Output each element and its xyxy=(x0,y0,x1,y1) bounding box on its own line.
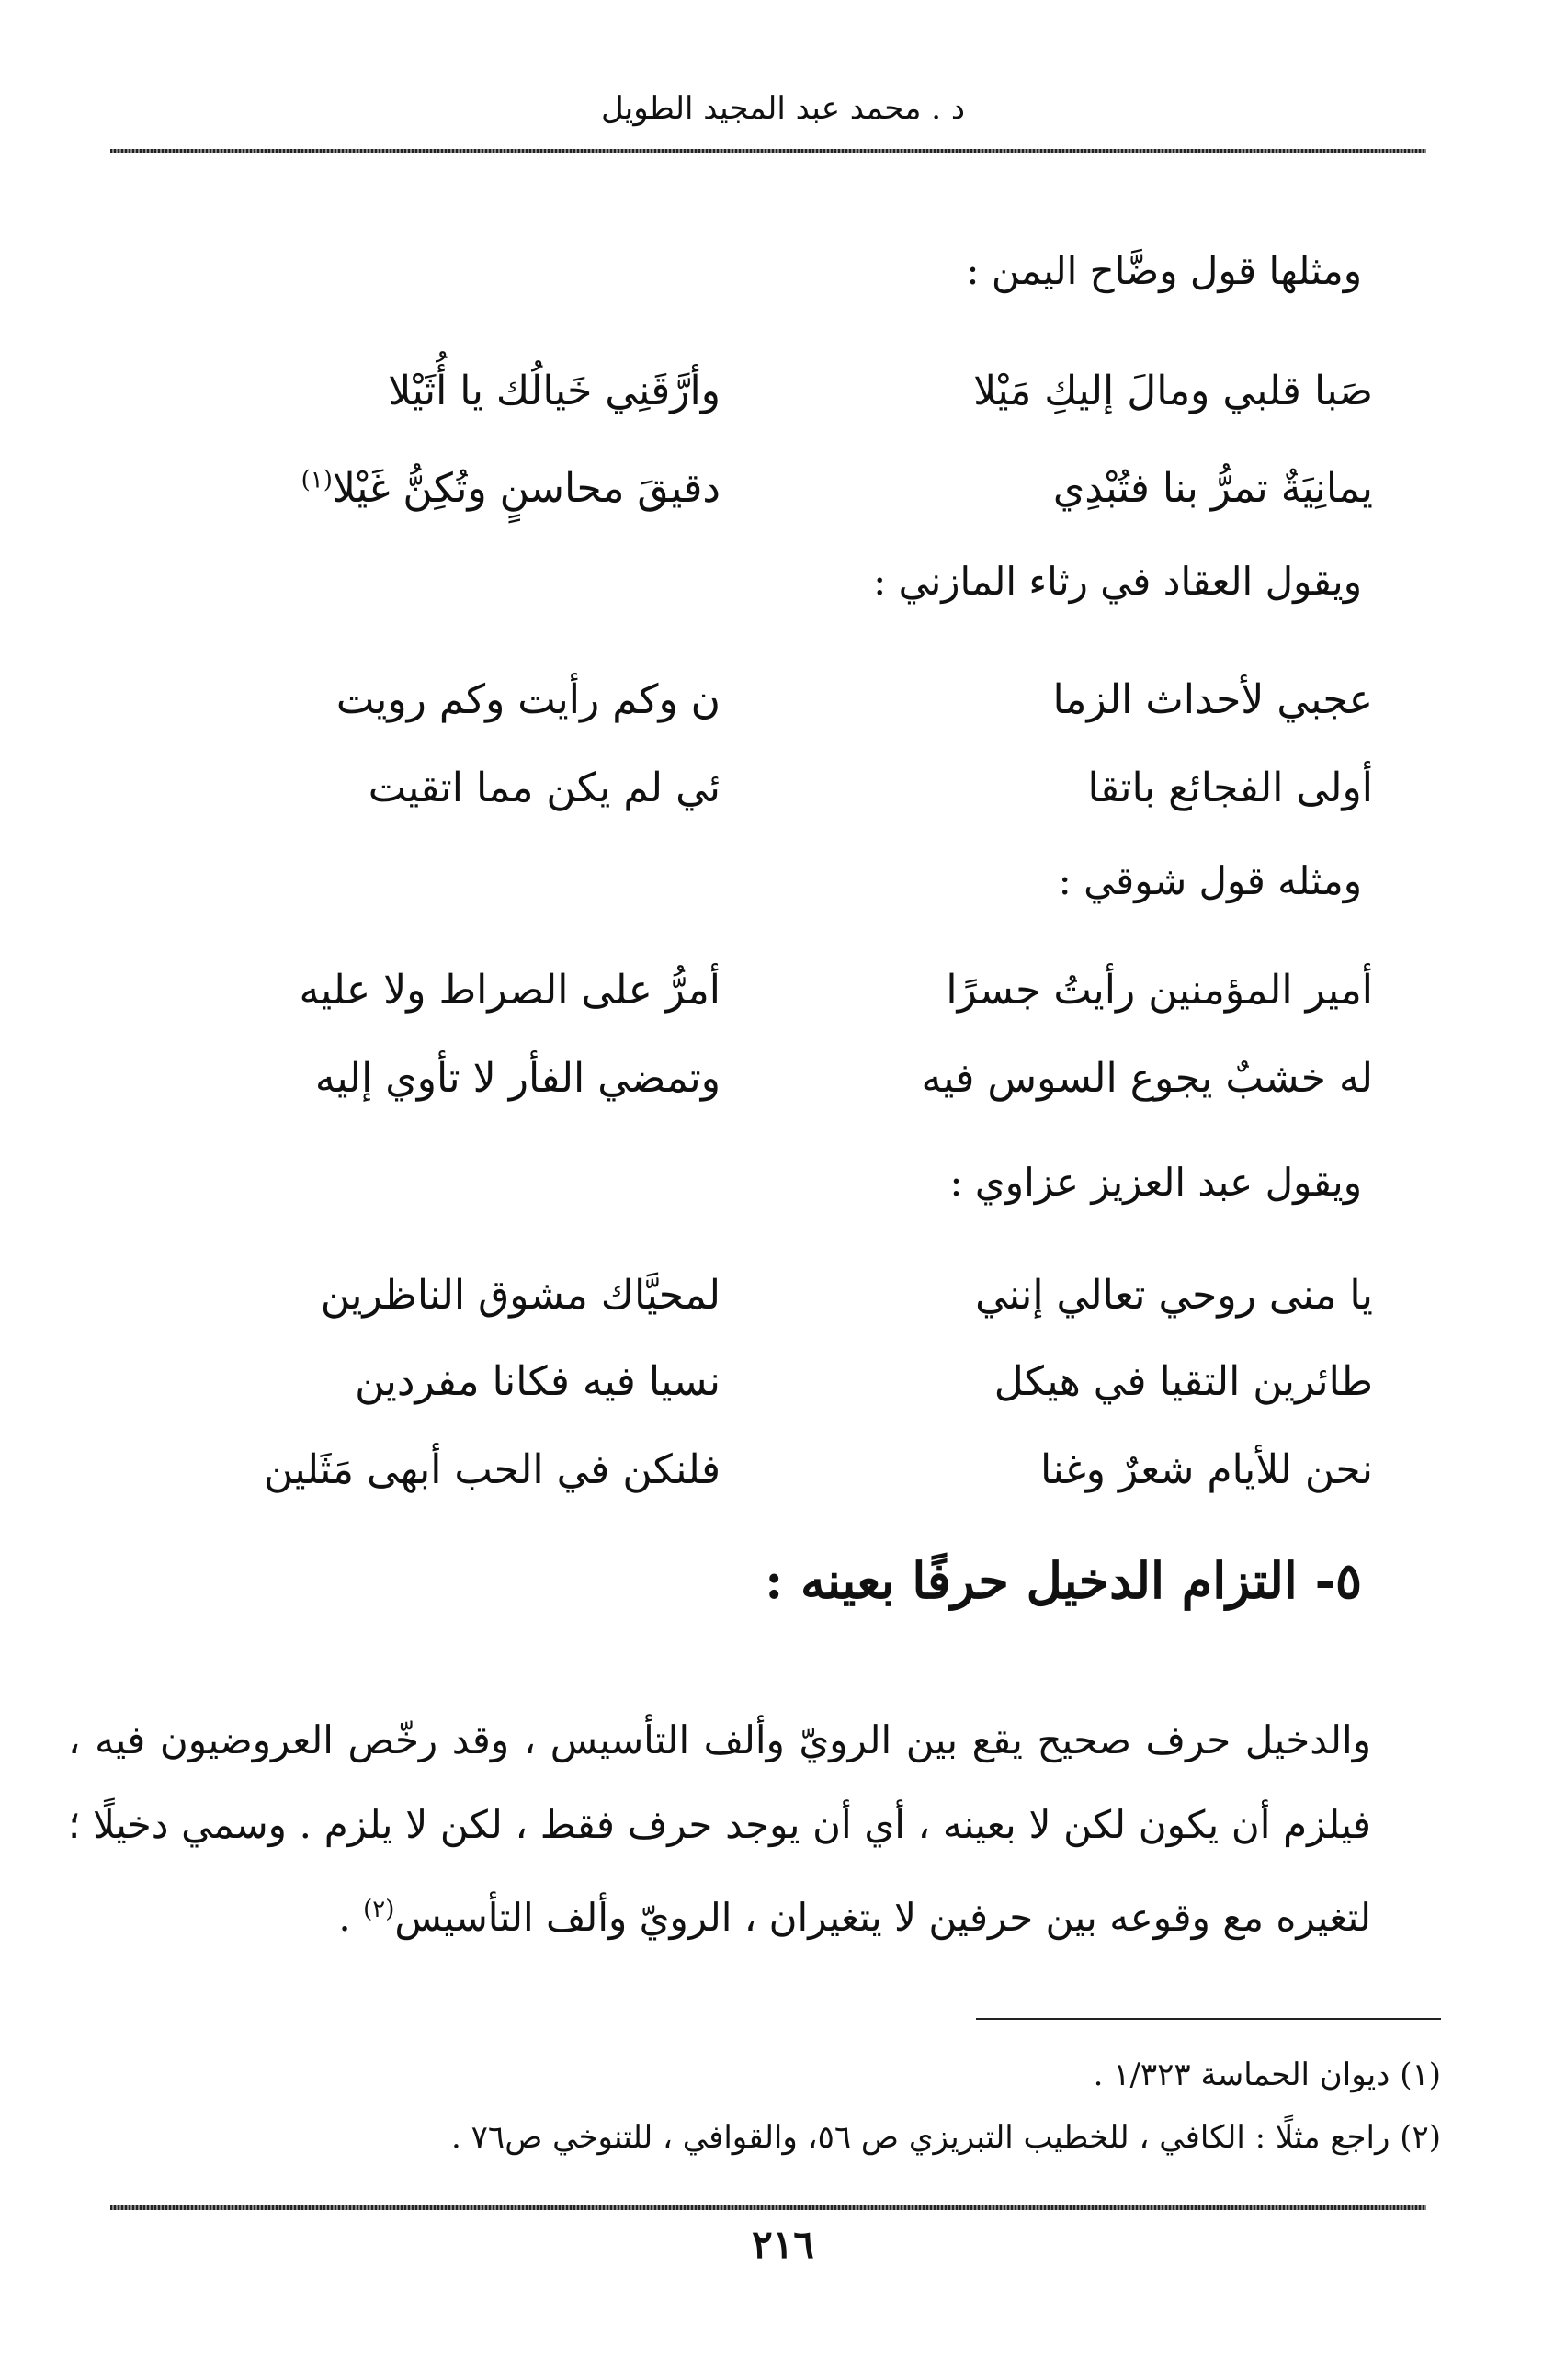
verse-ajuz: ئي لم يكن مما اتقيت xyxy=(368,765,721,811)
footnote-marker: (١) xyxy=(301,466,333,494)
verse-ajuz: فلنكن في الحب أبهى مَثَلين xyxy=(263,1446,721,1493)
verse-ajuz: وتمضي الفأر لا تأوي إليه xyxy=(314,1055,721,1102)
footnote-separator xyxy=(976,2018,1441,2020)
paragraph-end: . xyxy=(338,1895,364,1940)
verse-ajuz: أمرُّ على الصراط ولا عليه xyxy=(299,967,721,1014)
verse-sadr: أمير المؤمنين رأيتُ جسرًا xyxy=(946,967,1373,1014)
verse-ajuz: وأرَّقَنِي خَيالُك يا أُثَيْلا xyxy=(388,368,721,414)
verse-sadr: له خشبٌ يجوع السوس فيه xyxy=(921,1055,1373,1102)
footnote-marker: (٢) xyxy=(363,1896,395,1923)
intro-line: ويقول العقاد في رثاء المازني : xyxy=(873,559,1362,604)
verse-sadr: أولى الفجائع باتقا xyxy=(1087,765,1373,811)
footnote-2: (٢) راجع مثلًا : الكافي ، للخطيب التبريزي ص ٥٦، والقوافي ، للتنوخي ص٧٦ . xyxy=(451,2119,1441,2156)
verse-sadr: نحن للأيام شعرٌ وغنا xyxy=(1040,1446,1373,1493)
page-number: ٢١٦ xyxy=(752,2222,814,2267)
intro-line: ويقول عبد العزيز عزاوي : xyxy=(949,1160,1362,1205)
verse-ajuz xyxy=(59,465,721,512)
verse-ajuz: ن وكم رأيت وكم رويت xyxy=(335,676,721,723)
verse-sadr: طائرين التقيا في هيكل xyxy=(993,1358,1373,1405)
verse-ajuz-text: دقيقَ محاسنٍ وتُكِنُّ غَيْلا xyxy=(332,465,721,512)
verse-sadr: يا منى روحي تعالي إنني xyxy=(975,1272,1373,1319)
footnote-1: (١) ديوان الحماسة ١/٣٢٣ . xyxy=(1093,2057,1441,2093)
paragraph-text: والدخيل حرف صحيح يقع بين الرويّ وألف التأسيس ، وقد رخّص العروضيون فيه ، فيلزم أن يكون لكن لا بعينه ، أي أن يوجد حرف فقط ، لكن لا يلزم . وسمي دخيلًا ؛ لتغيره مع وقوعه بين حرفين لا يتغيران ، الرويّ وألف التأسيس xyxy=(68,1717,1371,1940)
verse-ajuz: لمحيَّاك مشوق الناظرين xyxy=(320,1272,721,1319)
footer-rule xyxy=(110,2205,1426,2210)
running-head: د . محمد عبد المجيد الطويل xyxy=(600,90,966,127)
verse-sadr: يمانِيَةٌ تمرُّ بنا فتُبْدِي xyxy=(1052,465,1373,512)
verse-sadr: صَبا قلبي ومالَ إليكِ مَيْلا xyxy=(973,368,1373,414)
intro-line: ومثله قول شوقي : xyxy=(1058,858,1362,903)
verse-ajuz: نسيا فيه فكانا مفردين xyxy=(355,1358,721,1405)
section-heading: ٥- التزام الدخيل حرفًا بعينه : xyxy=(765,1551,1362,1610)
verse-sadr: عجبي لأحداث الزما xyxy=(1052,676,1373,723)
header-rule xyxy=(110,149,1426,153)
body-paragraph xyxy=(68,1698,1371,1960)
intro-line: ومثلها قول وضَّاح اليمن : xyxy=(966,248,1362,293)
